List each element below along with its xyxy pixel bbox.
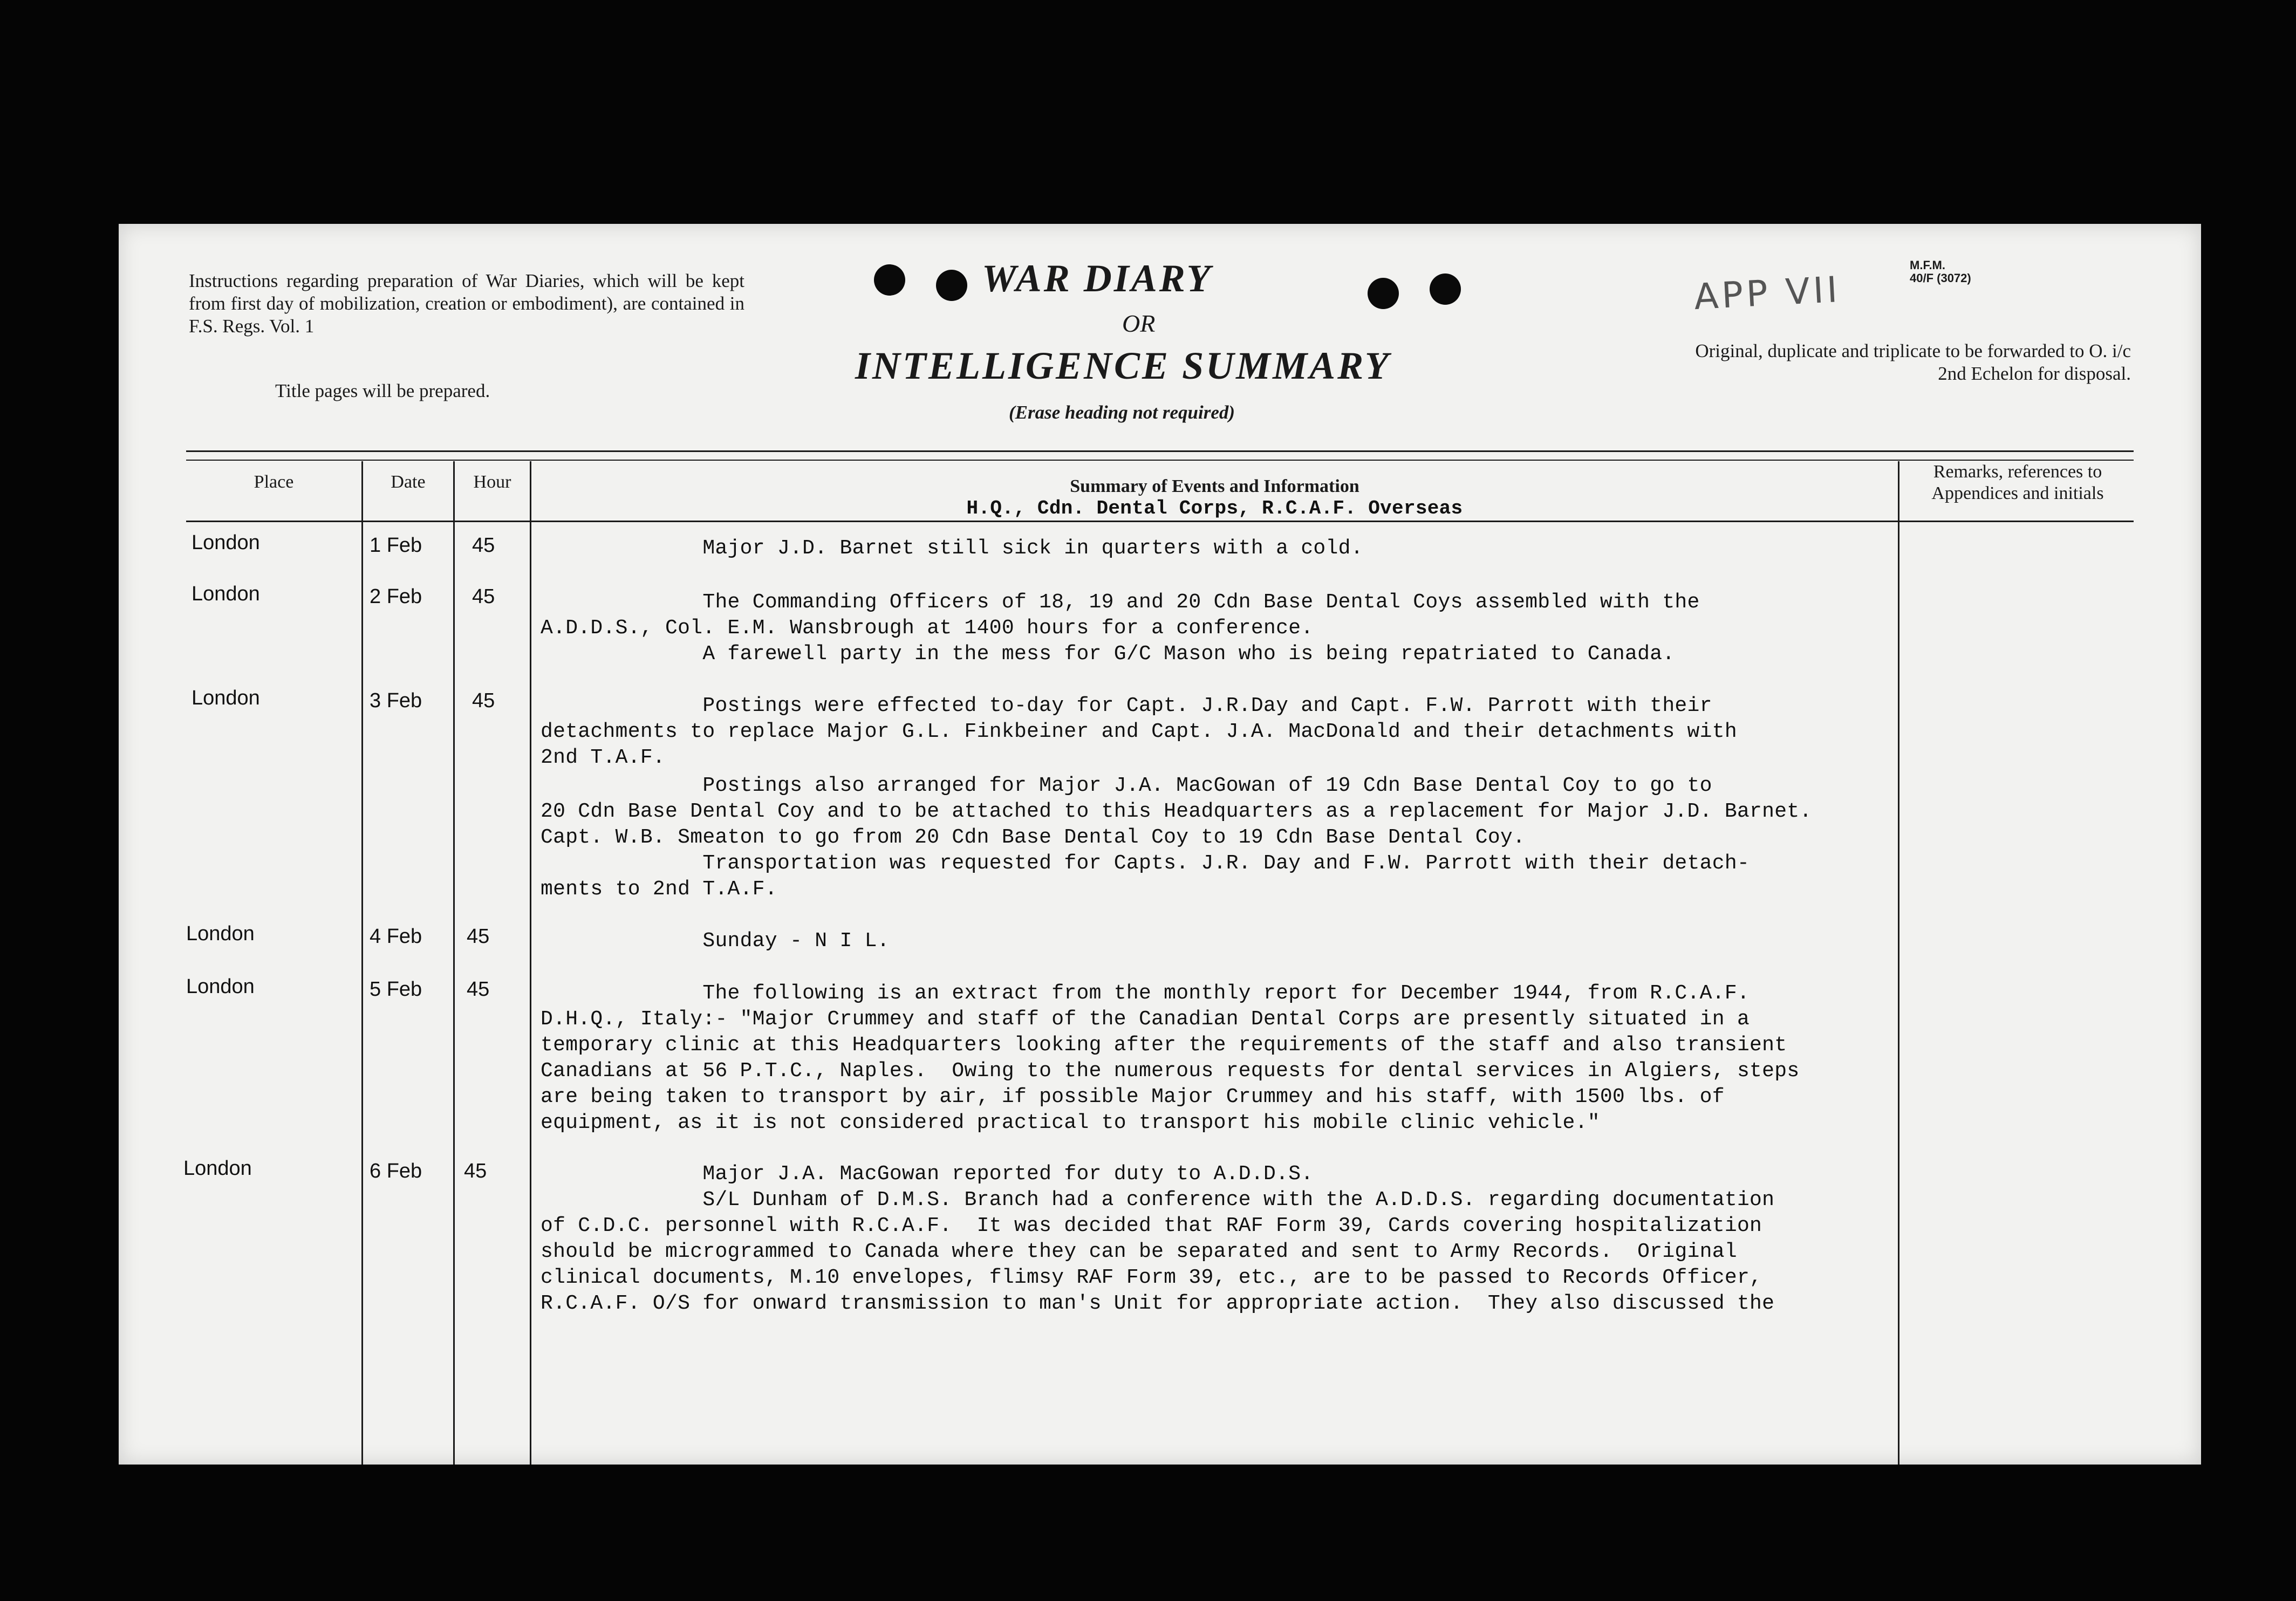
entry-text-line: equipment, as it is not considered practical to transport his mobile clinic vehicle." <box>541 1111 1600 1134</box>
column-header-date: Date <box>391 472 426 492</box>
instructions-text: Instructions regarding preparation of War Diaries, which will be kept from first day of mobilization, creation or embodiment), are contained in F.S. Regs. Vol. 1 <box>189 270 744 337</box>
entry-date: 3 Feb <box>370 689 422 712</box>
entry-text-line: of C.D.C. personnel with R.C.A.F. It was decided that RAF Form 39, Cards covering hospitalization <box>541 1214 1762 1237</box>
entry-date: 5 Feb <box>370 978 422 1001</box>
column-header-hour: Hour <box>473 472 511 492</box>
entry-hour: 45 <box>467 925 490 948</box>
column-divider <box>361 461 363 1465</box>
entry-text-line: temporary clinic at this Headquarters looking after the requirements of the staff and also transient <box>541 1034 1787 1057</box>
column-header-summary: Summary of Events and Information <box>1070 476 1359 496</box>
table-top-rule <box>186 450 2134 452</box>
punch-hole-icon <box>936 270 967 301</box>
entry-text-line: 20 Cdn Base Dental Coy and to be attached to this Headquarters as a replacement for Major J.D. Barnet. <box>541 800 1812 823</box>
entry-text-line: Major J.D. Barnet still sick in quarters with a cold. <box>541 537 1363 560</box>
entry-text-line: Major J.A. MacGowan reported for duty to A.D.D.S. <box>541 1162 1314 1186</box>
entry-hour: 45 <box>467 978 490 1001</box>
entry-text-line: A farewell party in the mess for G/C Mason who is being repatriated to Canada. <box>541 642 1675 666</box>
column-divider <box>530 461 531 1465</box>
column-header-place: Place <box>254 472 294 492</box>
entry-text-line: R.C.A.F. O/S for onward transmission to man's Unit for appropriate action. They also discussed the <box>541 1292 1775 1315</box>
entry-text-line: Postings also arranged for Major J.A. MacGowan of 19 Cdn Base Dental Coy to go to <box>541 774 1712 797</box>
entry-date: 4 Feb <box>370 925 422 948</box>
entry-place: London <box>192 583 260 605</box>
punch-hole-icon <box>1430 273 1461 305</box>
punch-hole-icon <box>874 264 905 296</box>
entry-text-line: clinical documents, M.10 envelopes, flimsy RAF Form 39, etc., are to be passed to Records Officer, <box>541 1266 1762 1289</box>
table-top-rule-2 <box>186 460 2134 461</box>
entry-text-line: 2nd T.A.F. <box>541 746 666 769</box>
entry-place: London <box>192 687 260 709</box>
entry-date: 1 Feb <box>370 534 422 557</box>
column-divider <box>453 461 455 1465</box>
entry-text-line: Sunday - N I L. <box>541 929 890 953</box>
entry-place: London <box>186 922 255 945</box>
column-divider <box>1898 461 1899 1465</box>
unit-name: H.Q., Cdn. Dental Corps, R.C.A.F. Overseas <box>966 497 1463 519</box>
entry-text-line: The Commanding Officers of 18, 19 and 20 Cdn Base Dental Coys assembled with the <box>541 591 1700 614</box>
entry-hour: 45 <box>464 1160 487 1182</box>
title-pages-note: Title pages will be prepared. <box>275 380 490 401</box>
punch-hole-icon <box>1368 278 1399 309</box>
entry-hour: 45 <box>472 585 495 608</box>
entry-hour: 45 <box>472 534 495 557</box>
entry-place: London <box>186 975 255 998</box>
title-intelligence-summary: INTELLIGENCE SUMMARY <box>855 344 1391 387</box>
entry-place: London <box>192 531 260 554</box>
entry-text-line: Canadians at 56 P.T.C., Naples. Owing to the numerous requests for dental services in Algiers, steps <box>541 1059 1800 1083</box>
entry-text-line: A.D.D.S., Col. E.M. Wansbrough at 1400 hours for a conference. <box>541 617 1314 640</box>
entry-hour: 45 <box>472 689 495 712</box>
entry-text-line: should be microgrammed to Canada where they can be separated and sent to Army Records. Original <box>541 1240 1737 1263</box>
entry-text-line: Transportation was requested for Capts. J.R. Day and F.W. Parrott with their detach- <box>541 852 1750 875</box>
entry-text-line: are being taken to transport by air, if possible Major Crummey and his staff, with 1500 lbs. of <box>541 1085 1725 1109</box>
erase-heading-note: (Erase heading not required) <box>1009 402 1235 423</box>
handwritten-appendix-ref: APP VII <box>1693 268 1842 318</box>
entry-text-line: Capt. W.B. Smeaton to go from 20 Cdn Base Dental Coy to 19 Cdn Base Dental Coy. <box>541 826 1526 849</box>
title-war-diary: WAR DIARY <box>982 257 1213 300</box>
entry-text-line: Postings were effected to-day for Capt. J.R.Day and Capt. F.W. Parrott with their <box>541 694 1712 717</box>
form-number: M.F.M. 40/F (3072) <box>1910 258 1971 285</box>
distribution-note: Original, duplicate and triplicate to be forwarded to O. i/c 2nd Echelon for disposal. <box>1695 340 2131 384</box>
entry-date: 2 Feb <box>370 585 422 608</box>
entry-place: London <box>183 1157 252 1180</box>
entry-text-line: detachments to replace Major G.L. Finkbeiner and Capt. J.A. MacDonald and their detachments with <box>541 720 1737 743</box>
entry-text-line: The following is an extract from the monthly report for December 1944, from R.C.A.F. <box>541 982 1750 1005</box>
table-header-rule <box>186 521 2134 522</box>
column-header-remarks: Remarks, references to Appendices and initials <box>1931 462 2104 503</box>
entry-text-line: D.H.Q., Italy:- "Major Crummey and staff of the Canadian Dental Corps are presently situated in a <box>541 1008 1750 1031</box>
war-diary-sheet <box>119 224 2201 1465</box>
entry-date: 6 Feb <box>370 1160 422 1182</box>
entry-text-line: ments to 2nd T.A.F. <box>541 878 777 901</box>
entry-text-line: S/L Dunham of D.M.S. Branch had a conference with the A.D.D.S. regarding documentation <box>541 1188 1775 1212</box>
title-or: OR <box>1122 310 1156 337</box>
